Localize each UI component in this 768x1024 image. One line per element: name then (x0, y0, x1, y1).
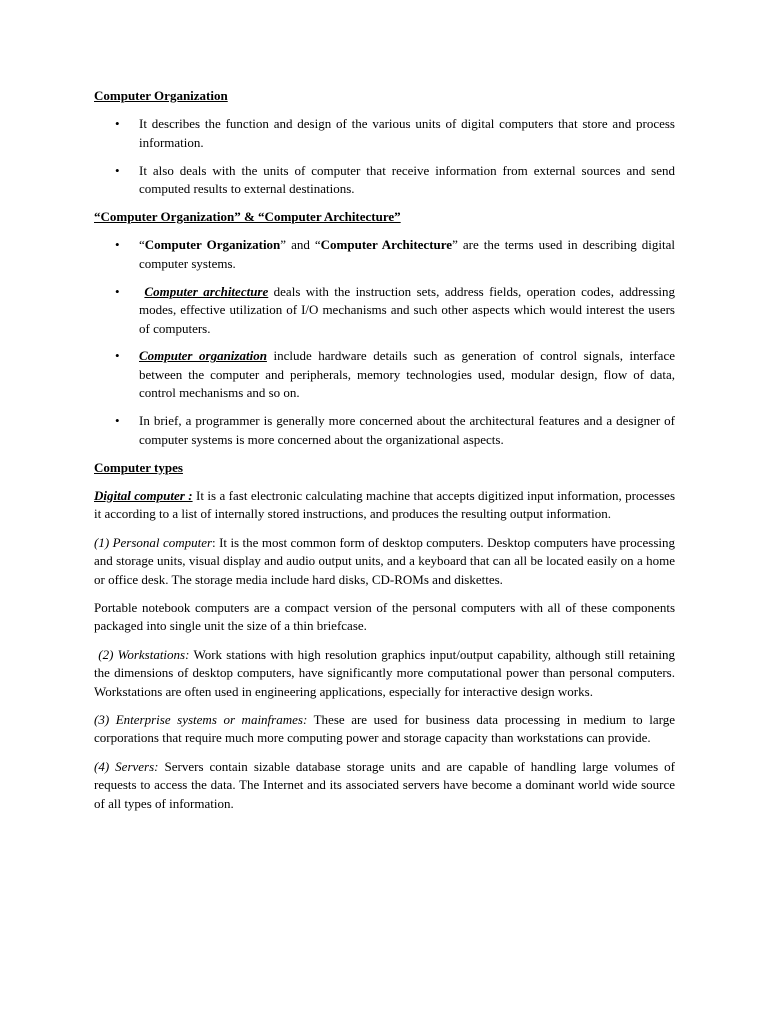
term-computer-architecture: Computer Architecture (320, 237, 453, 253)
term-computer-organization: Computer organization (139, 348, 267, 364)
paragraph-portable-notebook: Portable notebook computers are a compact version of the personal computers with all of these components packaged into single unit the size of a thin briefcase. (94, 599, 675, 634)
term-enterprise-systems: (3) Enterprise systems or mainframes: (94, 711, 308, 727)
paragraph-text: Servers contain sizable database storage units and are capable of handling large volumes of requests to access the data. The Internet and its associated servers have become a dominant world wide source of all types of information. (94, 758, 675, 811)
list-item-text: It also deals with the units of computer that receive information from external sources and send computed results to external destinations. (139, 162, 675, 197)
heading-computer-types: Computer types (94, 459, 183, 475)
term-computer-architecture: Computer architecture (144, 283, 269, 299)
paragraph-servers (94, 758, 675, 813)
document-body (94, 87, 675, 823)
bullet-list-organization (94, 115, 675, 198)
list-item (94, 115, 675, 152)
text-connector: ” and “ (280, 237, 321, 253)
paragraph-text: : It is the most common form of desktop computers. Desktop computers have processing and storage units, visual display and audio output units, and a keyboard that can all be located easily on a home or office desk. The storage media include hard disks, CD-ROMs and diskettes. (94, 534, 675, 587)
list-item-text: It describes the function and design of the various units of digital computers that store and process information. (139, 116, 675, 150)
list-item (94, 236, 675, 273)
term-personal-computer: (1) Personal computer (94, 534, 213, 550)
bullet-icon: • (115, 283, 120, 299)
list-item-text: include hardware details such as generation of control signals, interface between the computer and peripherals, memory technologies used, modular design, flow of data, control mechanisms and so on. (139, 348, 675, 401)
heading-computer-organization: Computer Organization (94, 88, 228, 103)
bullet-icon: • (115, 116, 120, 132)
list-item (94, 347, 675, 402)
paragraph-text: It is a fast electronic calculating machine that accepts digitized input information, processes it according to a list of internally stored instructions, and produces the resulting output information. (94, 487, 675, 522)
list-item-text: In brief, a programmer is generally more concerned about the architectural features and a designer of computer systems is more concerned about the organizational aspects. (139, 413, 675, 447)
term-digital-computer: Digital computer : (94, 487, 193, 503)
paragraph-text: These are used for business data processing in medium to large corporations that require much more computing power and storage capacity than workstations can provide. (94, 711, 675, 746)
term-servers: (4) Servers: (94, 758, 159, 774)
paragraph-text: Work stations with high resolution graphics input/output capability, although still retaining the dimensions of desktop computers, have significantly more computational power than personal computers. Workstations are often used in engineering applications, especially for interactive design works. (94, 646, 676, 699)
paragraph-digital-computer (94, 487, 675, 524)
bullet-icon: • (115, 413, 120, 429)
bullet-icon: • (115, 237, 120, 253)
term-computer-organization: Computer Organization (144, 237, 281, 253)
paragraph-personal-computer (94, 534, 675, 589)
list-item (94, 162, 675, 199)
paragraph-enterprise-systems (94, 711, 675, 748)
bullet-icon: • (115, 162, 120, 178)
bullet-list-comparison (94, 236, 675, 449)
list-item (94, 283, 675, 338)
list-item-text: deals with the instruction sets, address fields, operation codes, addressing modes, effective utilization of I/O mechanisms and such other aspects which would interest the users of computers. (139, 283, 675, 336)
quote-open: “ (139, 237, 145, 253)
paragraph-workstations (94, 646, 675, 701)
list-item (94, 412, 675, 449)
bullet-icon: • (115, 348, 120, 364)
term-workstations: (2) Workstations: (98, 646, 190, 662)
list-item-text: ” are the terms used in describing digital computer systems. (139, 237, 675, 271)
heading-organization-vs-architecture: “Computer Organization” & “Computer Architecture” (94, 209, 401, 225)
